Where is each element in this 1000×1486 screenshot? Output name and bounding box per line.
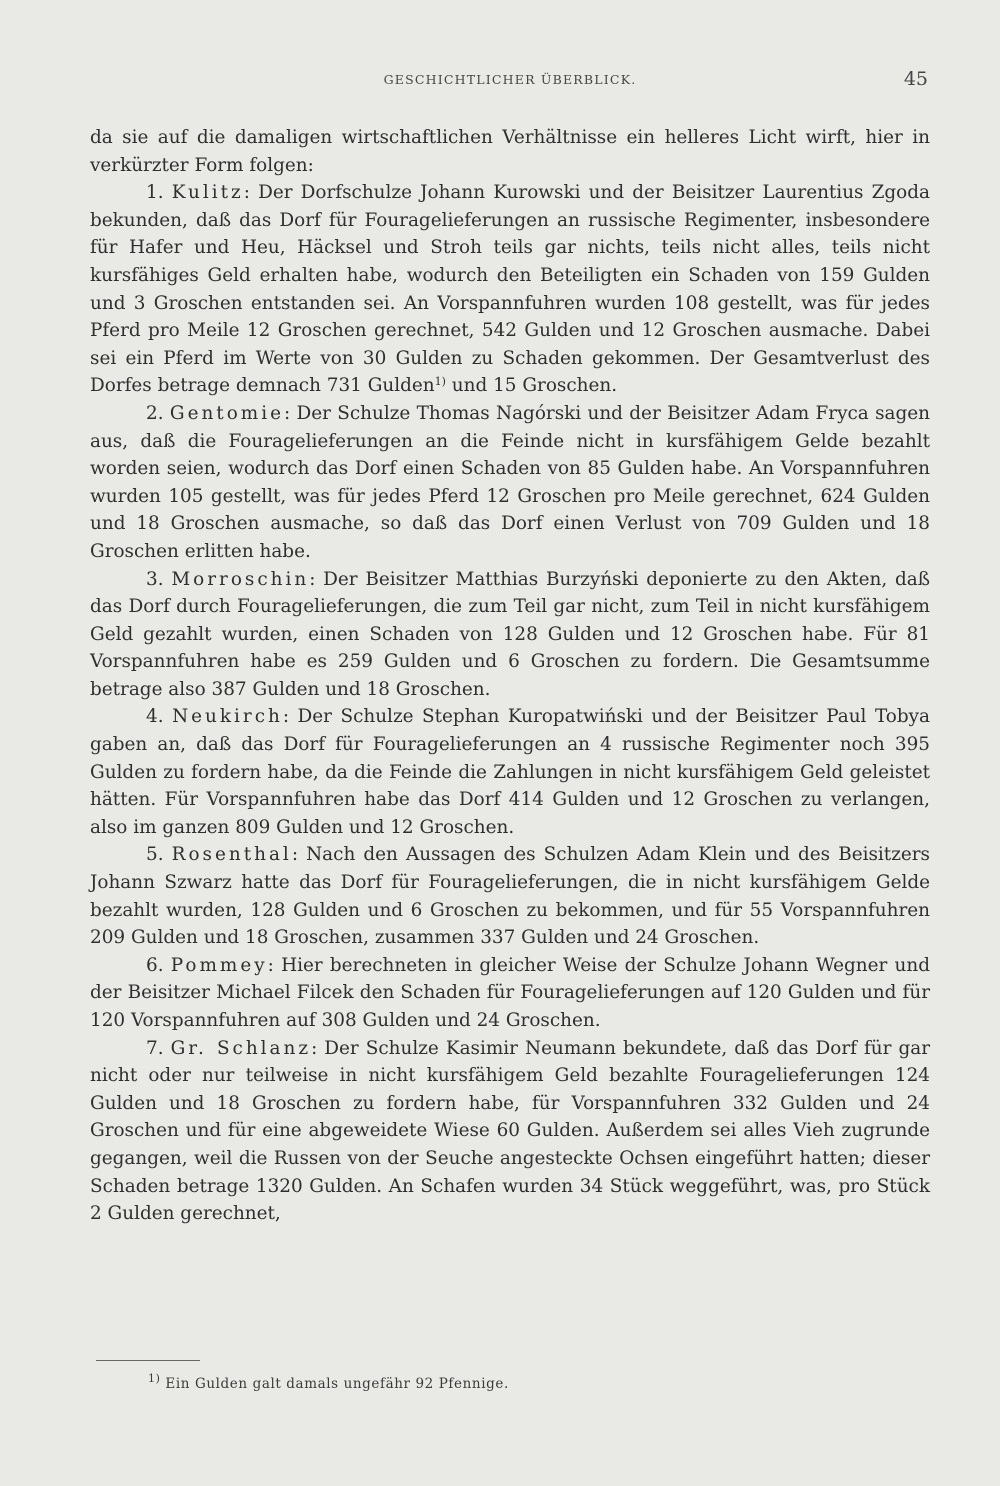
entry-gentomie — [90, 400, 930, 566]
entry-place: Rosenthal — [171, 844, 292, 866]
footnote — [148, 1371, 848, 1392]
entry-number: 4. — [146, 706, 164, 728]
running-head: GESCHICHTLICHER ÜBERBLICK. — [383, 72, 637, 87]
entry-place: Pommey — [170, 954, 268, 976]
entry-number: 6. — [146, 954, 164, 976]
intro-paragraph: da sie auf die damaligen wirtschaftlichen Verhältnisse ein helleres Licht wirft, hier in verkürzter Form folgen: — [90, 127, 930, 176]
entry-place: Neukirch — [172, 706, 283, 728]
entry-text: : Hier berechneten in gleicher Weise der Schulze Johann Wegner und der Beisitzer Michael Filcek den Schaden für Fouragelieferungen auf 120 Gulden und für 120 Vorspannfuhren auf 308 Gulden und 24 Groschen. — [90, 954, 930, 1031]
entry-text-continued: und 15 Groschen. — [445, 375, 618, 397]
page-header — [92, 68, 928, 98]
entry-text: : Der Dorfschulze Johann Kurowski und der Beisitzer Laurentius Zgoda bekunden, daß das Dorf für Fouragelieferungen an russische Regimenter, insbesondere für Hafer und Heu, Häcksel und Stroh teils gar nichts, teils nicht alles, teils nicht kursfähiges Geld erhalten habe, wodurch den Beteiligten ein Schaden von 159 Gulden und 3 Groschen entstanden sei. An Vorspannfuhren wurden 108 gestellt, was für jedes Pferd pro Meile 12 Groschen gerechnet, 542 Gulden und 12 Groschen ausmache. Dabei sei ein Pferd im Werte von 30 Gulden zu Schaden gekommen. Der Gesamtverlust des Dorfes betrage demnach 731 Gulden — [90, 182, 930, 397]
footnote-mark: 1) — [148, 1371, 161, 1385]
footnote-rule — [96, 1360, 200, 1361]
entry-number: 1. — [146, 182, 164, 204]
entry-gr-schlanz — [90, 1035, 930, 1228]
entry-number: 3. — [146, 568, 164, 590]
footnote-text: Ein Gulden galt damals ungefähr 92 Pfennige. — [165, 1376, 509, 1392]
entry-morroschin — [90, 566, 930, 704]
entry-text: : Der Schulze Stephan Kuropatwiński und der Beisitzer Paul Tobya gaben an, daß das Dorf für Fouragelieferungen an 4 russische Regimenter noch 395 Gulden zu fordern habe, da die Feinde die Zahlungen in nicht kursfähigem Geld geleistet hätten. Für Vorspannfuhren habe das Dorf 414 Gulden und 12 Groschen zu verlangen, also im ganzen 809 Gulden und 12 Groschen. — [90, 706, 930, 838]
body-text — [90, 124, 930, 1228]
entry-place: Gr. Schlanz — [170, 1037, 312, 1059]
entry-place: Kulitz — [171, 182, 244, 204]
entry-neukirch — [90, 703, 930, 841]
entry-text: : Der Beisitzer Matthias Burzyński deponierte zu den Akten, daß das Dorf durch Fouragelieferungen, die zum Teil gar nicht, zum Teil in nicht kursfähigem Geld gezahlt wurden, einen Schaden von 128 Gulden und 12 Groschen habe. Für 81 Vorspannfuhren habe es 259 Gulden und 6 Groschen zu fordern. Die Gesamtsumme betrage also 387 Gulden und 18 Groschen. — [90, 568, 930, 700]
entry-number: 5. — [146, 844, 164, 866]
entry-text: : Der Schulze Thomas Nagórski und der Beisitzer Adam Fryca sagen aus, daß die Fouragelieferungen an die Feinde nicht in kursfähigem Gelde bezahlt worden seien, wodurch das Dorf einen Schaden von 85 Gulden habe. An Vorspannfuhren wurden 105 gestellt, was für jedes Pferd 12 Groschen pro Meile gerechnet, 624 Gulden und 18 Groschen ausmache, so daß das Dorf einen Verlust von 709 Gulden und 18 Groschen erlitten habe. — [90, 402, 930, 562]
page-number: 45 — [903, 68, 928, 90]
entry-kulitz — [90, 179, 930, 400]
entry-rosenthal — [90, 841, 930, 951]
entry-text: : Der Schulze Kasimir Neumann bekundete, daß das Dorf für gar nicht oder nur teilweise in nicht kursfähigem Geld bezahlte Fouragelieferungen 124 Gulden und 18 Groschen zu fordern habe, für Vorspannfuhren 332 Gulden und 24 Groschen und für eine abgeweidete Wiese 60 Gulden. Außerdem sei alles Vieh zugrunde gegangen, weil die Russen von der Seuche angesteckte Ochsen eingeführt hatten; dieser Schaden betrage 1320 Gulden. An Schafen wurden 34 Stück weggeführt, was, pro Stück 2 Gulden gerechnet, — [90, 1037, 930, 1225]
entry-place: Gentomie — [169, 402, 284, 424]
entry-text: : Nach den Aussagen des Schulzen Adam Klein und des Beisitzers Johann Szwarz hatte das Dorf für Fouragelieferungen, die in nicht kursfähigem Gelde bezahlt wurden, 128 Gulden und 6 Groschen zu bekommen, und für 55 Vorspannfuhren 209 Gulden und 18 Groschen, zusammen 337 Gulden und 24 Groschen. — [90, 844, 930, 949]
entry-pommey — [90, 952, 930, 1035]
footnote-reference: 1) — [434, 375, 446, 389]
entry-number: 2. — [146, 402, 164, 424]
entry-number: 7. — [146, 1037, 164, 1059]
entry-place: Morroschin — [171, 568, 310, 590]
